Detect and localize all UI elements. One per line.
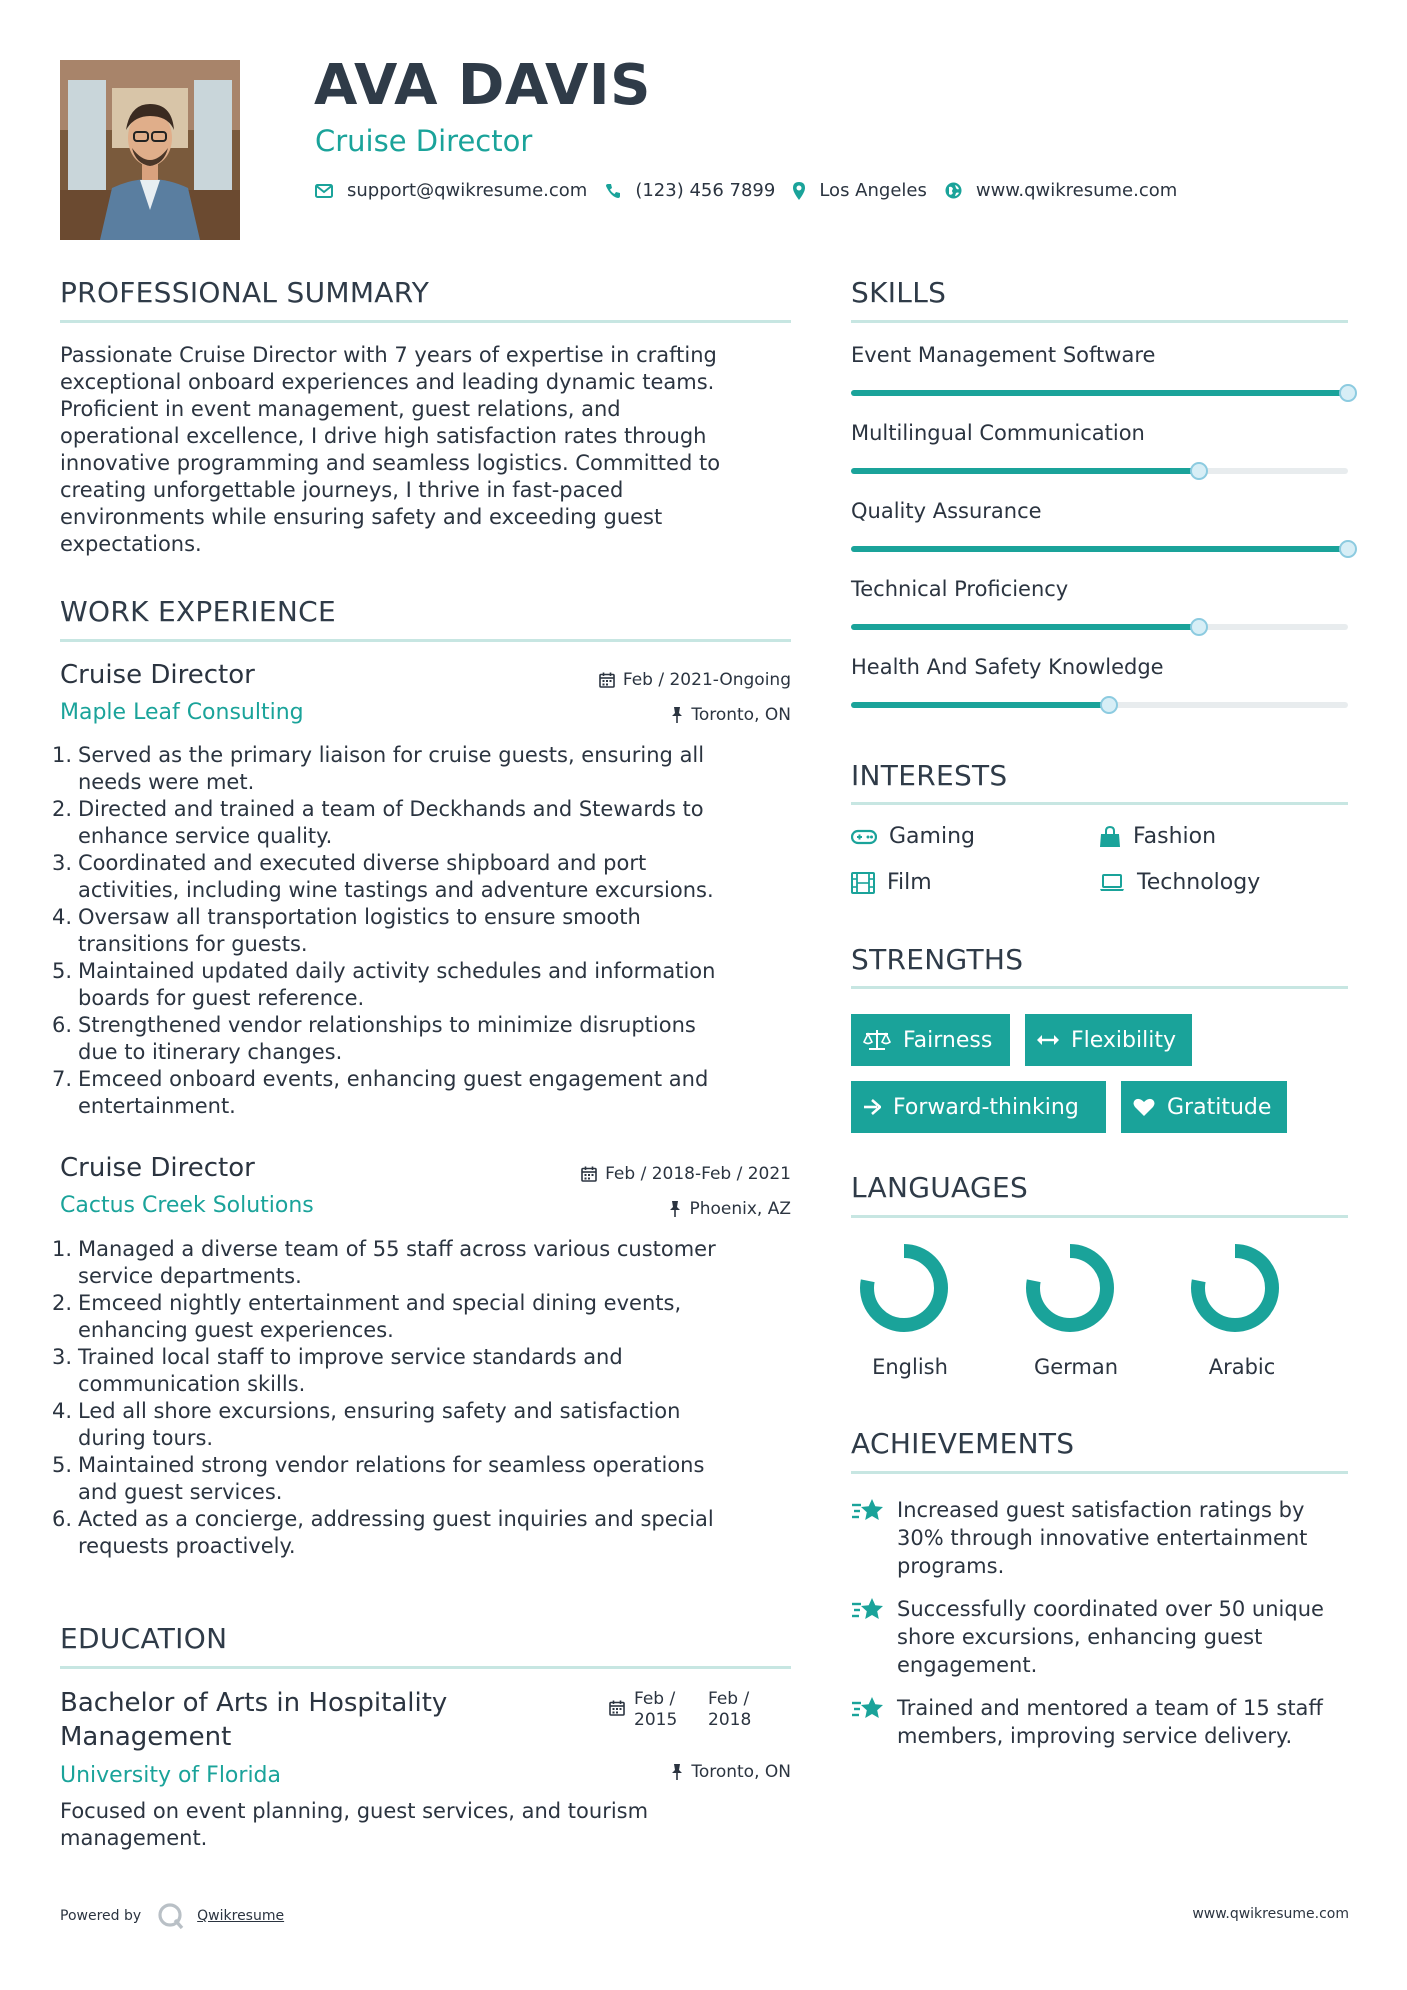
duty-line: Emceed onboard events, enhancing guest engagement and (78, 1067, 709, 1091)
contact-website[interactable] (945, 180, 1177, 201)
skill-bar (851, 624, 1348, 630)
skill-name: Technical Proficiency (851, 577, 1069, 601)
pushpin-icon (671, 707, 683, 723)
duty-item (58, 742, 798, 796)
interests-heading: INTERESTS (851, 759, 1008, 792)
job-title: Cruise Director (60, 1153, 255, 1183)
skill-fill (851, 390, 1348, 396)
duty-line: enhancing guest experiences. (78, 1318, 394, 1342)
duty-item (58, 1506, 798, 1560)
summary-line: operational excellence, I drive high satisfaction rates through (60, 424, 707, 448)
contact-bar (315, 180, 1195, 201)
star-icon (851, 1498, 885, 1524)
achievements-heading: ACHIEVEMENTS (851, 1427, 1075, 1460)
edu-location (671, 1762, 791, 1782)
skill-knob (1339, 384, 1357, 402)
summary-line: Passionate Cruise Director with 7 years of expertise in crafting (60, 343, 717, 367)
language-ring-german (1025, 1243, 1115, 1333)
candidate-name: AVA DAVIS (314, 53, 651, 118)
skill-bar (851, 546, 1348, 552)
globe-icon (945, 182, 962, 199)
skill-fill (851, 702, 1109, 708)
duty-item (58, 1344, 798, 1398)
skill-knob (1339, 540, 1357, 558)
duty-item (58, 1066, 798, 1120)
edu-description (60, 1798, 800, 1852)
duty-line: transitions for guests. (78, 932, 308, 956)
achievement-line: Successfully coordinated over 50 unique (897, 1597, 1324, 1621)
contact-email-text: support@qwikresume.com (347, 180, 588, 201)
qwikresume-logo-icon (157, 1902, 185, 1930)
duty-line: Maintained strong vendor relations for seamless operations (78, 1453, 705, 1477)
contact-email[interactable] (315, 180, 587, 201)
achievement-line: Increased guest satisfaction ratings by (897, 1498, 1305, 1522)
skill-name: Multilingual Communication (851, 421, 1145, 445)
strength-label: Gratitude (1167, 1094, 1272, 1120)
company-name: Cactus Creek Solutions (60, 1193, 314, 1218)
interest-gaming (851, 824, 975, 849)
skill-name: Health And Safety Knowledge (851, 655, 1164, 679)
duty-line: during tours. (78, 1426, 214, 1450)
interest-label: Fashion (1133, 824, 1217, 849)
duty-item (58, 850, 798, 904)
duty-line: service departments. (78, 1264, 302, 1288)
skill-name: Event Management Software (851, 343, 1156, 367)
summary-line: environments while ensuring safety and exceeding guest (60, 505, 663, 529)
edu-end-date (708, 1689, 751, 1731)
education-rule (60, 1666, 791, 1669)
interest-label: Gaming (889, 824, 975, 849)
language-label: Arabic (1208, 1355, 1276, 1379)
duty-item (58, 796, 798, 850)
calendar-icon (581, 1166, 597, 1182)
date-line: 2018 (708, 1710, 752, 1730)
degree-title (60, 1686, 447, 1754)
summary-line: creating unforgettable journeys, I thrive in fast-paced (60, 478, 624, 502)
interest-film (851, 870, 932, 895)
pushpin-icon (671, 1764, 683, 1780)
degree-line: Bachelor of Arts in Hospitality (60, 1688, 448, 1718)
duty-item (58, 1236, 798, 1290)
duty-line: Acted as a concierge, addressing guest inquiries and special (78, 1507, 714, 1531)
duty-item (58, 1012, 798, 1066)
date-line: 2015 (634, 1710, 678, 1730)
calendar-icon (599, 672, 615, 688)
duty-line: Maintained updated daily activity schedules and information (78, 959, 716, 983)
star-icon (851, 1696, 885, 1722)
contact-phone-text: (123) 456 7899 (635, 180, 776, 201)
skill-knob (1100, 696, 1118, 714)
language-label: German (1033, 1355, 1119, 1379)
achievement-line: programs. (897, 1554, 1005, 1578)
skills-heading: SKILLS (851, 276, 947, 309)
achievement-line: engagement. (897, 1653, 1038, 1677)
job-date (599, 670, 791, 690)
strength-chip-fairness (851, 1014, 1010, 1066)
duty-line: Directed and trained a team of Deckhands and Stewards to (78, 797, 704, 821)
contact-phone[interactable] (605, 180, 775, 201)
experience-heading: WORK EXPERIENCE (60, 595, 336, 628)
summary-rule (60, 320, 791, 323)
duty-line: activities, including wine tastings and adventure excursions. (78, 878, 714, 902)
summary-line: exceptional onboard experiences and leading dynamic teams. (60, 370, 715, 394)
achievement-item (851, 1694, 1361, 1750)
skill-name: Quality Assurance (851, 499, 1042, 523)
film-icon (851, 872, 875, 894)
strength-label: Flexibility (1071, 1027, 1176, 1053)
powered-by-label: Powered by (60, 1908, 142, 1924)
date-line: Feb / (634, 1689, 676, 1709)
degree-line: Management (60, 1722, 232, 1752)
interest-fashion (1099, 824, 1216, 849)
job-title: Cruise Director (60, 660, 255, 690)
duty-line: Trained local staff to improve service standards and (78, 1345, 623, 1369)
achievement-line: Trained and mentored a team of 15 staff (897, 1696, 1323, 1720)
duty-line: Oversaw all transportation logistics to ensure smooth (78, 905, 641, 929)
duty-line: and guest services. (78, 1480, 283, 1504)
duty-line: entertainment. (78, 1094, 236, 1118)
summary-text (60, 342, 800, 558)
skill-knob (1190, 462, 1208, 480)
phone-icon (605, 183, 621, 199)
summary-heading: PROFESSIONAL SUMMARY (60, 276, 430, 309)
duty-line: needs were met. (78, 770, 255, 794)
job-location-text: Phoenix, AZ (689, 1199, 791, 1219)
duty-line: Served as the primary liaison for cruise guests, ensuring all (78, 743, 705, 767)
gamepad-icon (851, 829, 877, 845)
skill-fill (851, 546, 1348, 552)
achievement-text (897, 1694, 1323, 1750)
contact-location-text: Los Angeles (819, 180, 927, 201)
skills-rule (851, 320, 1348, 323)
strength-label: Forward-thinking (893, 1094, 1079, 1120)
achievement-item (851, 1595, 1361, 1679)
email-icon (315, 184, 333, 198)
footer-url[interactable]: www.qwikresume.com (1192, 1906, 1349, 1922)
summary-line: expectations. (60, 532, 202, 556)
interests-rule (851, 802, 1348, 805)
scale-icon (863, 1029, 891, 1051)
edu-location-text: Toronto, ON (691, 1762, 791, 1782)
pushpin-icon (669, 1201, 681, 1217)
job-location (669, 1199, 791, 1219)
skill-knob (1190, 618, 1208, 636)
date-line: Feb / (708, 1689, 750, 1709)
summary-line: Proficient in event management, guest relations, and (60, 397, 621, 421)
arrow-right-icon (863, 1099, 881, 1115)
duties-list (58, 1236, 798, 1560)
strength-chip-forward-thinking (851, 1081, 1106, 1133)
map-pin-icon (793, 182, 805, 200)
candidate-title: Cruise Director (315, 124, 533, 158)
summary-line: innovative programming and seamless logistics. Committed to (60, 451, 721, 475)
laptop-icon (1099, 874, 1125, 892)
duty-line: Led all shore excursions, ensuring safety and satisfaction (78, 1399, 681, 1423)
strength-label: Fairness (903, 1027, 993, 1053)
job-date-text: Feb / 2021-Ongoing (622, 670, 791, 690)
strengths-rule (851, 986, 1348, 989)
edu-desc-line: management. (60, 1826, 208, 1850)
arrows-h-icon (1037, 1034, 1059, 1046)
achievement-text (897, 1595, 1324, 1679)
job-location (671, 705, 791, 725)
contact-website-text: www.qwikresume.com (975, 180, 1178, 201)
achievement-line: members, improving service delivery. (897, 1724, 1293, 1748)
duty-line: boards for guest reference. (78, 986, 365, 1010)
skill-bar (851, 702, 1348, 708)
duty-item (58, 1398, 798, 1452)
achievements-rule (851, 1471, 1348, 1474)
job-location-text: Toronto, ON (691, 705, 791, 725)
school-name: University of Florida (60, 1763, 281, 1788)
languages-heading: LANGUAGES (851, 1171, 1029, 1204)
languages-rule (851, 1215, 1348, 1218)
language-ring-arabic (1190, 1243, 1280, 1333)
strengths-heading: STRENGTHS (851, 943, 1024, 976)
duty-item (58, 958, 798, 1012)
skill-fill (851, 468, 1199, 474)
duties-list (58, 742, 798, 1120)
duty-line: Managed a diverse team of 55 staff across various customer (78, 1237, 716, 1261)
achievement-line: shore excursions, enhancing guest (897, 1625, 1263, 1649)
brand-link[interactable]: Qwikresume (197, 1908, 285, 1924)
duty-line: Strengthened vendor relationships to minimize disruptions (78, 1013, 696, 1037)
language-label: English (872, 1355, 948, 1379)
job-date-text: Feb / 2018-Feb / 2021 (605, 1164, 791, 1184)
language-ring-english (859, 1243, 949, 1333)
star-icon (851, 1597, 885, 1623)
achievement-text (897, 1496, 1307, 1580)
strength-chip-flexibility (1025, 1014, 1192, 1066)
shopping-bag-icon (1099, 826, 1121, 848)
skill-bar (851, 390, 1348, 396)
duty-line: requests proactively. (78, 1534, 296, 1558)
strength-chip-gratitude (1121, 1081, 1287, 1133)
duty-line: due to itinerary changes. (78, 1040, 343, 1064)
edu-start-date (634, 1689, 677, 1731)
duty-line: enhance service quality. (78, 824, 333, 848)
job-date (581, 1164, 791, 1184)
profile-photo (60, 60, 240, 240)
calendar-icon (609, 1700, 625, 1716)
experience-rule (60, 639, 791, 642)
duty-item (58, 904, 798, 958)
interest-technology (1099, 870, 1260, 895)
footer-powered-by (60, 1902, 284, 1930)
duty-line: Coordinated and executed diverse shipboard and port (78, 851, 647, 875)
duty-item (58, 1452, 798, 1506)
achievement-item (851, 1496, 1361, 1580)
interest-label: Film (887, 870, 932, 895)
achievement-line: 30% through innovative entertainment (897, 1526, 1308, 1550)
duty-item (58, 1290, 798, 1344)
edu-desc-line: Focused on event planning, guest services, and tourism (60, 1799, 649, 1823)
duty-line: communication skills. (78, 1372, 306, 1396)
company-name: Maple Leaf Consulting (60, 700, 304, 725)
duty-line: Emceed nightly entertainment and special dining events, (78, 1291, 682, 1315)
contact-location (793, 180, 927, 201)
interest-label: Technology (1137, 870, 1261, 895)
heart-icon (1133, 1097, 1155, 1117)
skill-bar (851, 468, 1348, 474)
skill-fill (851, 624, 1199, 630)
education-heading: EDUCATION (60, 1622, 228, 1655)
